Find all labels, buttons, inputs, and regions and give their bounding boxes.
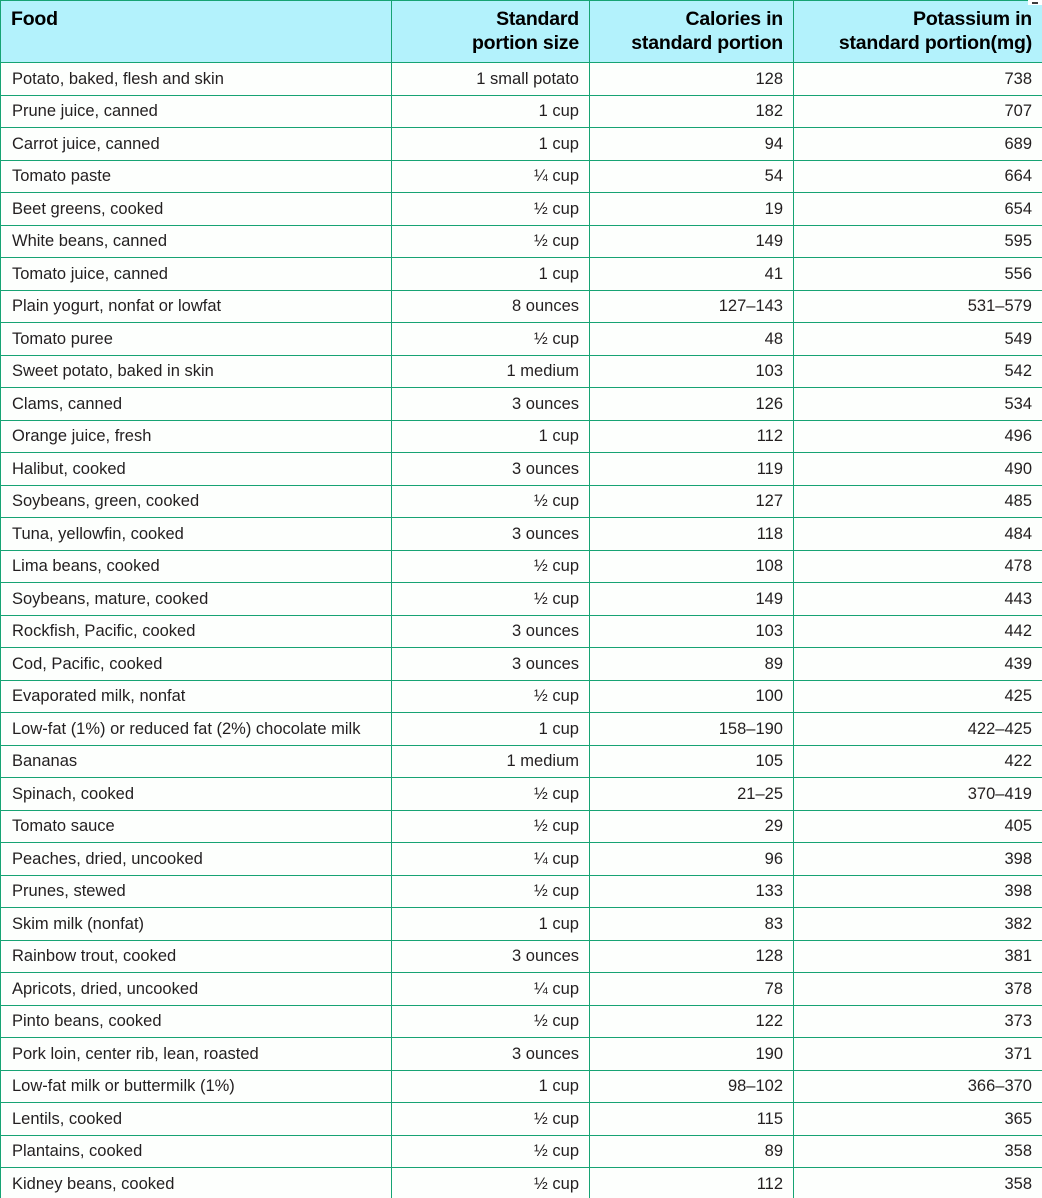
- cell-food: Tomato juice, canned: [1, 258, 392, 291]
- cell-standard-portion-size: ½ cup: [392, 225, 590, 258]
- cell-potassium: 425: [794, 680, 1042, 713]
- cell-calories: 158–190: [590, 713, 794, 746]
- cell-calories: 96: [590, 843, 794, 876]
- cell-calories: 98–102: [590, 1070, 794, 1103]
- cell-standard-portion-size: ½ cup: [392, 583, 590, 616]
- cell-potassium: 398: [794, 843, 1042, 876]
- cell-food: Tomato paste: [1, 160, 392, 193]
- table-row: [1, 225, 1042, 258]
- cell-standard-portion-size: ½ cup: [392, 875, 590, 908]
- cell-potassium: 534: [794, 388, 1042, 421]
- cell-potassium: 556: [794, 258, 1042, 291]
- cell-standard-portion-size: 1 cup: [392, 258, 590, 291]
- cell-standard-portion-size: 8 ounces: [392, 290, 590, 323]
- cell-calories: 149: [590, 225, 794, 258]
- cell-food: Apricots, dried, uncooked: [1, 973, 392, 1006]
- cell-standard-portion-size: ½ cup: [392, 1135, 590, 1168]
- cell-food: Rockfish, Pacific, cooked: [1, 615, 392, 648]
- column-header-calories-line1: Calories in: [685, 8, 783, 30]
- cell-standard-portion-size: 3 ounces: [392, 518, 590, 551]
- cell-standard-portion-size: 1 cup: [392, 128, 590, 161]
- cell-food: Soybeans, mature, cooked: [1, 583, 392, 616]
- cell-food: Carrot juice, canned: [1, 128, 392, 161]
- column-header-calories-line2: standard portion: [631, 32, 783, 54]
- cell-standard-portion-size: 3 ounces: [392, 648, 590, 681]
- cell-standard-portion-size: ½ cup: [392, 810, 590, 843]
- cell-standard-portion-size: 1 cup: [392, 420, 590, 453]
- cell-calories: 105: [590, 745, 794, 778]
- cell-food: Lima beans, cooked: [1, 550, 392, 583]
- table-row: [1, 583, 1042, 616]
- column-header-food: Food: [1, 1, 392, 63]
- cell-standard-portion-size: 3 ounces: [392, 615, 590, 648]
- table-row: [1, 160, 1042, 193]
- table-row: [1, 908, 1042, 941]
- cell-calories: 29: [590, 810, 794, 843]
- cell-potassium: 549: [794, 323, 1042, 356]
- table-row: [1, 745, 1042, 778]
- table-row: [1, 615, 1042, 648]
- cell-calories: 133: [590, 875, 794, 908]
- cell-calories: 112: [590, 1168, 794, 1198]
- cell-food: Tomato sauce: [1, 810, 392, 843]
- cell-potassium: 478: [794, 550, 1042, 583]
- cell-potassium: 382: [794, 908, 1042, 941]
- cell-potassium: 485: [794, 485, 1042, 518]
- cell-food: Beet greens, cooked: [1, 193, 392, 226]
- cell-calories: 118: [590, 518, 794, 551]
- cell-food: Plantains, cooked: [1, 1135, 392, 1168]
- table-row: [1, 355, 1042, 388]
- cell-potassium: 365: [794, 1103, 1042, 1136]
- cell-calories: 89: [590, 648, 794, 681]
- cell-food: Prunes, stewed: [1, 875, 392, 908]
- cell-potassium: 358: [794, 1135, 1042, 1168]
- table-row: [1, 1070, 1042, 1103]
- cell-potassium: 373: [794, 1005, 1042, 1038]
- cell-food: Low-fat milk or buttermilk (1%): [1, 1070, 392, 1103]
- table-row: [1, 1038, 1042, 1071]
- table-row: [1, 453, 1042, 486]
- cell-standard-portion-size: ½ cup: [392, 778, 590, 811]
- cell-potassium: 595: [794, 225, 1042, 258]
- cell-potassium: 381: [794, 940, 1042, 973]
- cell-potassium: 738: [794, 63, 1042, 96]
- cell-potassium: 664: [794, 160, 1042, 193]
- cell-standard-portion-size: 1 small potato: [392, 63, 590, 96]
- cell-calories: 149: [590, 583, 794, 616]
- cell-food: Spinach, cooked: [1, 778, 392, 811]
- table-row: [1, 778, 1042, 811]
- cell-standard-portion-size: ½ cup: [392, 485, 590, 518]
- cell-potassium: 707: [794, 95, 1042, 128]
- cell-food: Kidney beans, cooked: [1, 1168, 392, 1198]
- cell-standard-portion-size: 1 medium: [392, 355, 590, 388]
- cell-food: Evaporated milk, nonfat: [1, 680, 392, 713]
- cell-calories: 115: [590, 1103, 794, 1136]
- cell-potassium: 496: [794, 420, 1042, 453]
- cell-standard-portion-size: 3 ounces: [392, 388, 590, 421]
- cell-calories: 103: [590, 615, 794, 648]
- column-header-potassium-line1: Potassium in: [913, 8, 1032, 30]
- table-row: [1, 648, 1042, 681]
- cell-calories: 103: [590, 355, 794, 388]
- cell-potassium: 371: [794, 1038, 1042, 1071]
- cell-standard-portion-size: 1 cup: [392, 713, 590, 746]
- cell-food: Sweet potato, baked in skin: [1, 355, 392, 388]
- cell-standard-portion-size: ¼ cup: [392, 160, 590, 193]
- cell-food: Skim milk (nonfat): [1, 908, 392, 941]
- column-header-calories: [590, 1, 794, 63]
- column-header-potassium: [794, 1, 1042, 63]
- cell-potassium: 366–370: [794, 1070, 1042, 1103]
- cell-standard-portion-size: ½ cup: [392, 1168, 590, 1198]
- table-row: [1, 128, 1042, 161]
- table-row: [1, 518, 1042, 551]
- cell-calories: 182: [590, 95, 794, 128]
- cell-food: Soybeans, green, cooked: [1, 485, 392, 518]
- cell-calories: 126: [590, 388, 794, 421]
- cell-calories: 119: [590, 453, 794, 486]
- table-row: [1, 1103, 1042, 1136]
- cell-standard-portion-size: 3 ounces: [392, 1038, 590, 1071]
- table-row: [1, 1168, 1042, 1198]
- table-row: [1, 63, 1042, 96]
- cell-potassium: 443: [794, 583, 1042, 616]
- cell-potassium: 442: [794, 615, 1042, 648]
- cell-potassium: 654: [794, 193, 1042, 226]
- cell-potassium: 422: [794, 745, 1042, 778]
- column-header-potassium-line2: standard portion(mg): [838, 32, 1032, 54]
- cell-calories: 21–25: [590, 778, 794, 811]
- table-header-row: [1, 1, 1042, 63]
- table-row: [1, 1005, 1042, 1038]
- cell-standard-portion-size: ½ cup: [392, 1103, 590, 1136]
- cell-standard-portion-size: ¼ cup: [392, 843, 590, 876]
- cell-food: Prune juice, canned: [1, 95, 392, 128]
- cell-standard-portion-size: ½ cup: [392, 680, 590, 713]
- table-header: [1, 1, 1042, 63]
- table-row: [1, 875, 1042, 908]
- cell-standard-portion-size: 3 ounces: [392, 453, 590, 486]
- table-row: [1, 550, 1042, 583]
- cell-food: Plain yogurt, nonfat or lowfat: [1, 290, 392, 323]
- column-header-standard-portion-size: [392, 1, 590, 63]
- cell-food: Orange juice, fresh: [1, 420, 392, 453]
- cell-calories: 127–143: [590, 290, 794, 323]
- cell-calories: 190: [590, 1038, 794, 1071]
- cell-potassium: 490: [794, 453, 1042, 486]
- table-row: [1, 258, 1042, 291]
- cell-potassium: 484: [794, 518, 1042, 551]
- table-body: [1, 63, 1042, 1198]
- cell-calories: 100: [590, 680, 794, 713]
- cell-food: Clams, canned: [1, 388, 392, 421]
- cell-calories: 127: [590, 485, 794, 518]
- cell-calories: 78: [590, 973, 794, 1006]
- table-row: [1, 420, 1042, 453]
- cell-food: Rainbow trout, cooked: [1, 940, 392, 973]
- cell-food: Tomato puree: [1, 323, 392, 356]
- table-row: [1, 323, 1042, 356]
- cell-potassium: 405: [794, 810, 1042, 843]
- cell-potassium: 422–425: [794, 713, 1042, 746]
- cell-standard-portion-size: 1 cup: [392, 1070, 590, 1103]
- table-row: [1, 290, 1042, 323]
- column-header-standard-portion-size-line1: Standard: [496, 8, 579, 30]
- cell-standard-portion-size: ½ cup: [392, 193, 590, 226]
- cell-standard-portion-size: ¼ cup: [392, 973, 590, 1006]
- cell-food: White beans, canned: [1, 225, 392, 258]
- cell-food: Pinto beans, cooked: [1, 1005, 392, 1038]
- cell-calories: 19: [590, 193, 794, 226]
- table-row: [1, 680, 1042, 713]
- cell-food: Tuna, yellowfin, cooked: [1, 518, 392, 551]
- table-row: [1, 95, 1042, 128]
- cell-food: Cod, Pacific, cooked: [1, 648, 392, 681]
- cell-calories: 83: [590, 908, 794, 941]
- cell-standard-portion-size: 1 cup: [392, 908, 590, 941]
- cell-potassium: 358: [794, 1168, 1042, 1198]
- cell-potassium: 370–419: [794, 778, 1042, 811]
- table-row: [1, 973, 1042, 1006]
- cell-food: Halibut, cooked: [1, 453, 392, 486]
- cell-potassium: 378: [794, 973, 1042, 1006]
- cell-standard-portion-size: ½ cup: [392, 550, 590, 583]
- table-row: [1, 713, 1042, 746]
- table-row: [1, 810, 1042, 843]
- cell-food: Bananas: [1, 745, 392, 778]
- cell-calories: 128: [590, 940, 794, 973]
- cell-food: Potato, baked, flesh and skin: [1, 63, 392, 96]
- cell-calories: 48: [590, 323, 794, 356]
- table-row: [1, 843, 1042, 876]
- table-row: [1, 940, 1042, 973]
- cell-calories: 122: [590, 1005, 794, 1038]
- cell-calories: 108: [590, 550, 794, 583]
- cell-food: Lentils, cooked: [1, 1103, 392, 1136]
- cell-standard-portion-size: 1 medium: [392, 745, 590, 778]
- cell-calories: 89: [590, 1135, 794, 1168]
- cell-calories: 94: [590, 128, 794, 161]
- cell-potassium: 439: [794, 648, 1042, 681]
- cell-standard-portion-size: 1 cup: [392, 95, 590, 128]
- table-row: [1, 388, 1042, 421]
- cell-potassium: 398: [794, 875, 1042, 908]
- cell-calories: 128: [590, 63, 794, 96]
- column-header-standard-portion-size-line2: portion size: [471, 32, 579, 54]
- table-row: [1, 1135, 1042, 1168]
- cell-food: Low-fat (1%) or reduced fat (2%) chocolate milk: [1, 713, 392, 746]
- cell-food: Pork loin, center rib, lean, roasted: [1, 1038, 392, 1071]
- cell-potassium: 542: [794, 355, 1042, 388]
- cell-standard-portion-size: 3 ounces: [392, 940, 590, 973]
- cell-standard-portion-size: ½ cup: [392, 1005, 590, 1038]
- cell-standard-portion-size: ½ cup: [392, 323, 590, 356]
- table-row: [1, 485, 1042, 518]
- cell-calories: 54: [590, 160, 794, 193]
- cell-calories: 41: [590, 258, 794, 291]
- cell-potassium: 689: [794, 128, 1042, 161]
- cell-potassium: 531–579: [794, 290, 1042, 323]
- table-row: [1, 193, 1042, 226]
- cell-calories: 112: [590, 420, 794, 453]
- cell-food: Peaches, dried, uncooked: [1, 843, 392, 876]
